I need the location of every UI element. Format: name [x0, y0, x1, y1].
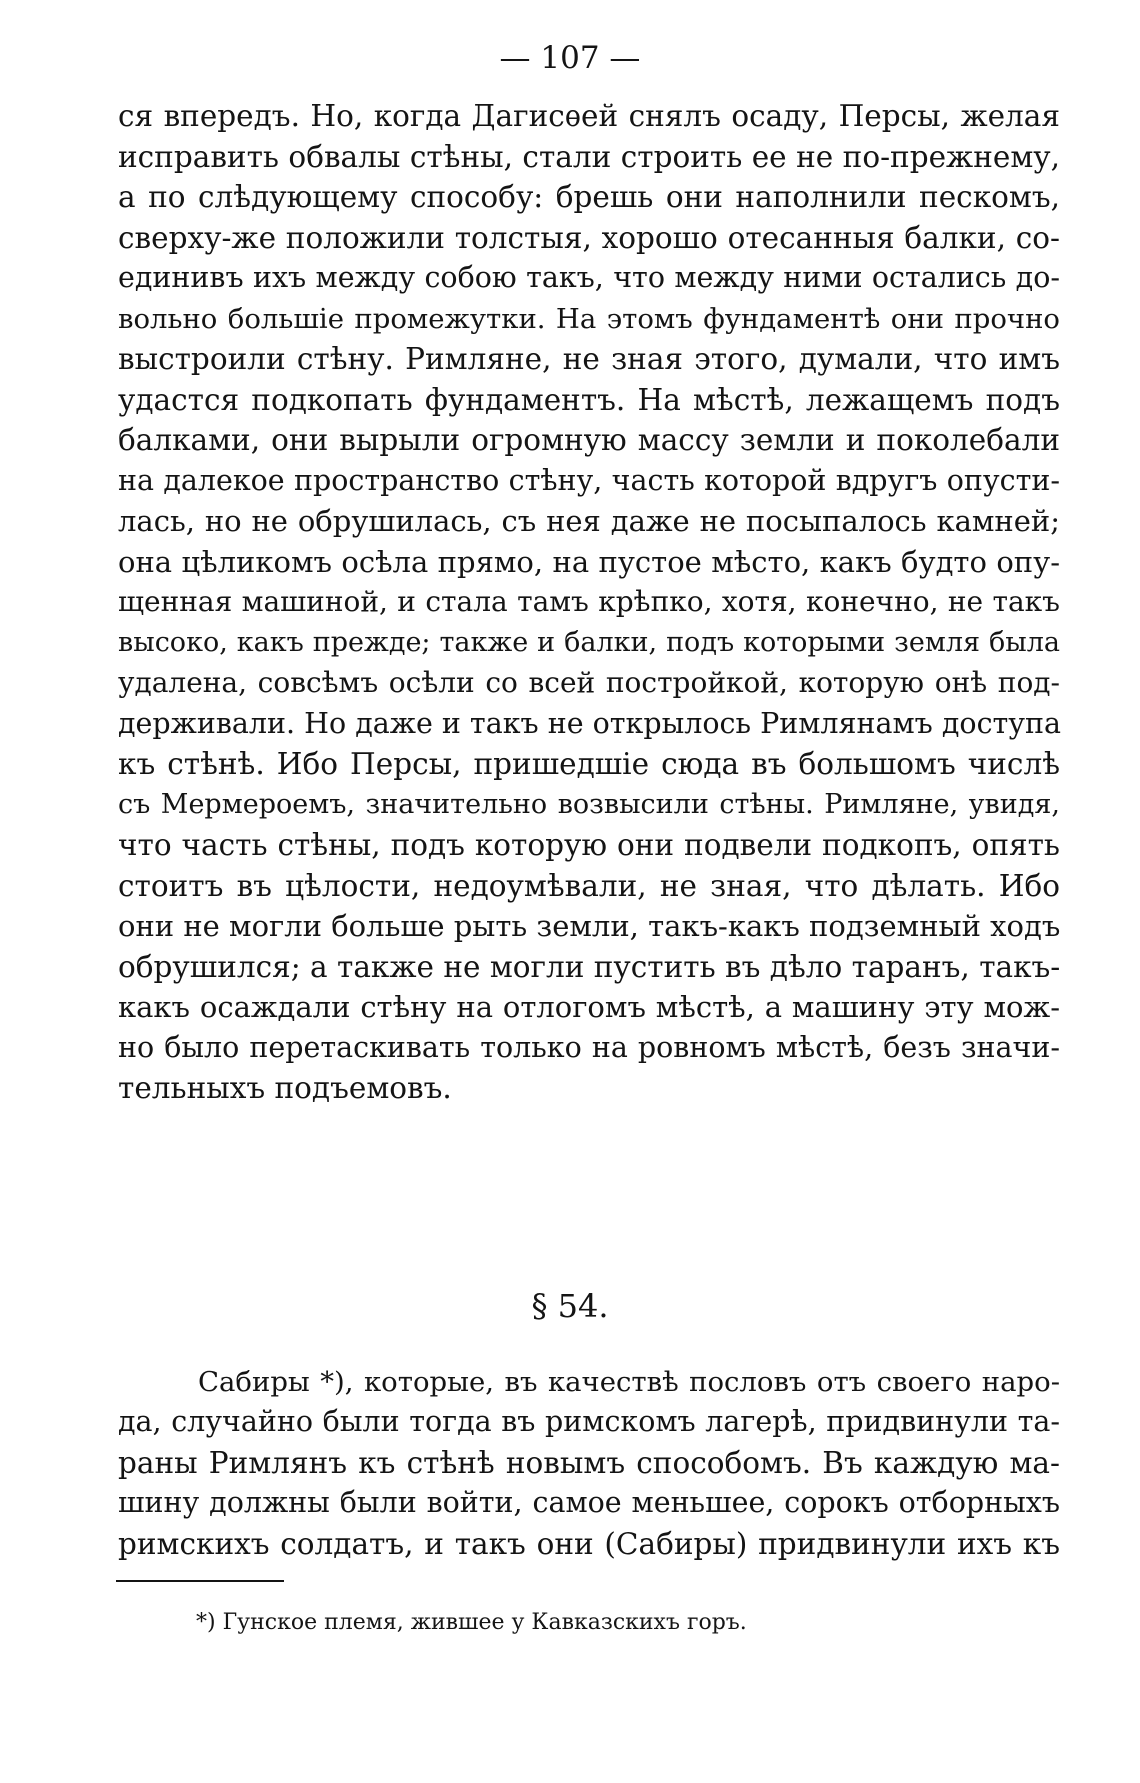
section-heading: § 54.	[531, 1287, 609, 1325]
text-line: лась, но не обрушилась, съ нея даже не посыпалось камней;	[118, 504, 1060, 538]
text-line: на далекое пространство стѣну, часть которой вдругъ опусти-	[118, 464, 1060, 497]
text-line: Сабиры *), которые, въ качествѣ пословъ отъ своего наро-	[198, 1366, 1060, 1398]
text-line: они не могли больше рыть земли, такъ-какъ подземный ходъ	[118, 909, 1061, 943]
page-number: — 107 —	[499, 40, 641, 76]
text-line: какъ осаждали стѣну на отлогомъ мѣстѣ, а машину эту мож-	[118, 990, 1060, 1024]
text-line: шину должны были войти, самое меньшее, сорокъ отборныхъ	[118, 1486, 1060, 1519]
footnote: *) Гунское племя, жившее у Кавказскихъ горъ.	[196, 1610, 747, 1635]
text-line: тельныхъ подъемовъ.	[118, 1071, 452, 1105]
text-line: выстроили стѣну. Римляне, не зная этого, думали, что имъ	[118, 342, 1060, 376]
text-line: римскихъ солдатъ, и такъ они (Сабиры) придвинули ихъ къ	[118, 1527, 1060, 1561]
text-line: къ стѣнѣ. Ибо Персы, пришедшiе сюда въ большомъ числѣ	[118, 747, 1060, 781]
text-line: а по слѣдующему способу: брешь они наполнили пескомъ,	[118, 180, 1060, 214]
text-line: но было перетаскивать только на ровномъ мѣстѣ, безъ значи-	[118, 1031, 1060, 1064]
footnote-divider	[116, 1580, 284, 1582]
text-line: исправить обвалы стѣны, стали строить ее не по-прежнему,	[118, 140, 1060, 174]
text-line: обрушился; а также не могли пустить въ дѣло таранъ, такъ-	[118, 950, 1061, 984]
text-line: высоко, какъ прежде; также и балки, подъ которыми земля была	[118, 627, 1060, 658]
text-line: что часть стѣны, подъ которую они подвели подкопъ, опять	[118, 828, 1060, 862]
text-line: стоитъ въ цѣлости, недоумѣвали, не зная, что дѣлать. Ибо	[118, 869, 1060, 903]
text-line: съ Мермероемъ, значительно возвысили стѣны. Римляне, увидя,	[118, 789, 1060, 820]
text-line: она цѣликомъ осѣла прямо, на пустое мѣсто, какъ будто опу-	[118, 545, 1060, 579]
text-line: единивъ ихъ между собою такъ, что между ними остались до-	[118, 261, 1060, 294]
text-line: сверху-же положили толстыя, хорошо отесанныя балки, со-	[118, 221, 1060, 255]
text-line: удалена, совсѣмъ осѣли со всей постройкой, которую онѣ под-	[118, 666, 1060, 699]
text-line: держивали. Но даже и такъ не открылось Римлянамъ доступа	[118, 707, 1062, 740]
text-line: ся впередъ. Но, когда Дагисѳей снялъ осаду, Персы, желая	[118, 99, 1060, 133]
text-line: щенная машиной, и стала тамъ крѣпко, хотя, конечно, не такъ	[118, 585, 1060, 618]
text-line: раны Римлянъ къ стѣнѣ новымъ способомъ. Въ каждую ма-	[118, 1446, 1060, 1480]
text-line: балками, они вырыли огромную массу земли и поколебали	[118, 423, 1060, 457]
text-line: да, случайно были тогда въ римскомъ лагерѣ, придвинули та-	[118, 1405, 1060, 1438]
text-line: удастся подкопать фундаментъ. На мѣстѣ, лежащемъ подъ	[118, 383, 1060, 417]
text-line: вольно большiе промежутки. На этомъ фундаментѣ они прочно	[118, 303, 1060, 335]
